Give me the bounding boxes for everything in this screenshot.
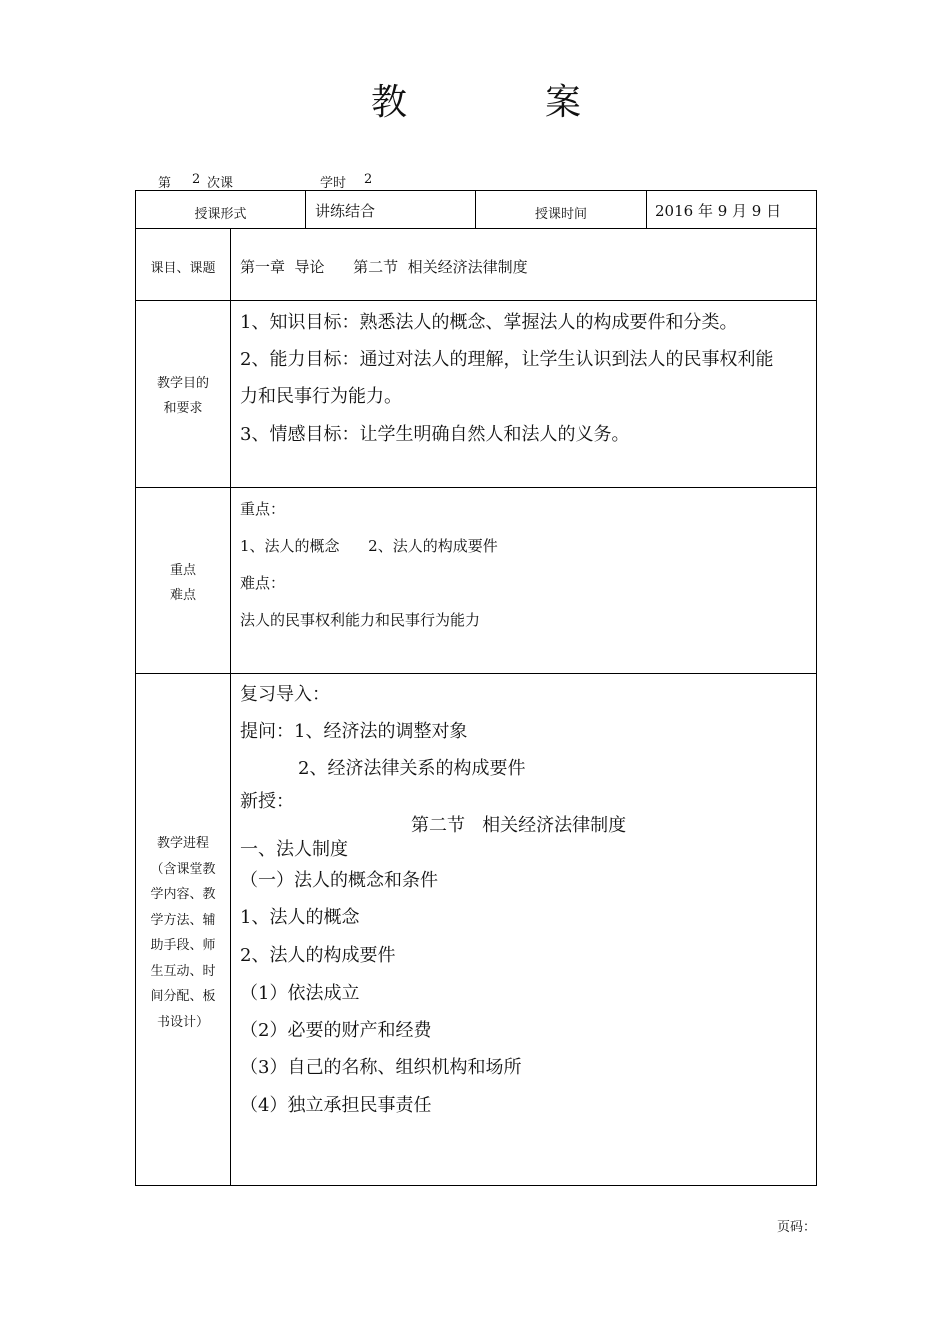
difficulty-text: 法人的民事权利能力和民事行为能力 (240, 611, 481, 629)
lesson-number: 2 (192, 172, 201, 187)
objectives-label-line-2: 和要求 (163, 401, 203, 416)
objectives-label-cell (135, 300, 231, 488)
objective-line-1: 1、知识目标：熟悉法人的概念、掌握法人的构成要件和分类。 (240, 312, 738, 333)
item-2: （一）法人的概念和条件 (240, 870, 438, 891)
process-label-line-5: 助手段、师 (150, 938, 216, 953)
process-label-line-4: 学方法、辅 (150, 912, 216, 928)
time-label: 授课时间 (534, 207, 587, 222)
process-label-line-8: 书设计） (156, 1014, 209, 1030)
question-2: 2、经济法律关系的构成要件 (298, 758, 526, 779)
process-label-line-7: 间分配、板 (150, 989, 216, 1004)
form-value: 讲练结合 (315, 202, 376, 220)
process-label-line-1: 教学进程 (156, 836, 209, 851)
hours-value: 2 (364, 172, 373, 187)
keypoints-label-line-1: 重点 (169, 563, 196, 578)
objectives-cell (230, 300, 817, 488)
time-value: 2016 年 9 月 9 日 (655, 202, 782, 220)
form-label: 授课形式 (194, 207, 247, 222)
form-label-cell (135, 190, 306, 229)
process-label-line-2: （含课堂教 (150, 861, 216, 877)
process-label-line-3: 学内容、教 (150, 887, 216, 902)
keypoints-label-cell (135, 487, 231, 674)
item-8: （4）独立承担民事责任 (240, 1095, 432, 1116)
subject-label-cell (135, 228, 231, 301)
time-label-cell (475, 190, 647, 229)
process-label-line-6: 生互动、时 (150, 963, 216, 979)
review-heading: 复习导入： (240, 684, 330, 705)
hours-label: 学时 (320, 176, 347, 191)
item-5: （1）依法成立 (240, 983, 360, 1004)
difficulty-heading: 难点： (240, 574, 286, 592)
lesson-prefix: 第 (158, 176, 172, 191)
title-char-1: 教 (371, 82, 408, 123)
subject-value-cell (230, 228, 817, 301)
subject-label: 课目、课题 (150, 261, 216, 276)
process-cell (230, 673, 817, 1186)
subject-value: 第一章 导论 第二节 相关经济法律制度 (240, 258, 528, 276)
keypoints-heading: 重点： (240, 500, 286, 518)
objective-line-4: 3、情感目标：让学生明确自然人和法人的义务。 (240, 424, 630, 445)
title-char-2: 案 (545, 82, 582, 123)
section-title: 第二节 相关经济法律制度 (411, 815, 627, 836)
keypoints-label-line-2: 难点 (169, 588, 196, 603)
objective-line-3: 力和民事行为能力。 (240, 386, 402, 407)
page-number-label: 页码： (776, 1220, 816, 1235)
time-value-cell (646, 190, 817, 229)
item-1: 一、法人制度 (240, 839, 348, 860)
item-7: （3）自己的名称、组织机构和场所 (240, 1057, 522, 1078)
process-label-cell (135, 673, 231, 1186)
item-6: （2）必要的财产和经费 (240, 1020, 432, 1041)
objective-line-2: 2、能力目标：通过对法人的理解，让学生认识到法人的民事权利能 (240, 349, 774, 370)
question-1: 提问：1、经济法的调整对象 (240, 721, 468, 742)
keypoints-list: 1、法人的概念 2、法人的构成要件 (240, 537, 498, 555)
keypoints-cell (230, 487, 817, 674)
objectives-label-line-1: 教学目的 (156, 376, 209, 391)
item-3: 1、法人的概念 (240, 907, 360, 928)
lesson-suffix: 次课 (207, 176, 234, 191)
new-heading: 新授： (240, 791, 294, 812)
form-value-cell (305, 190, 476, 229)
item-4: 2、法人的构成要件 (240, 945, 396, 966)
